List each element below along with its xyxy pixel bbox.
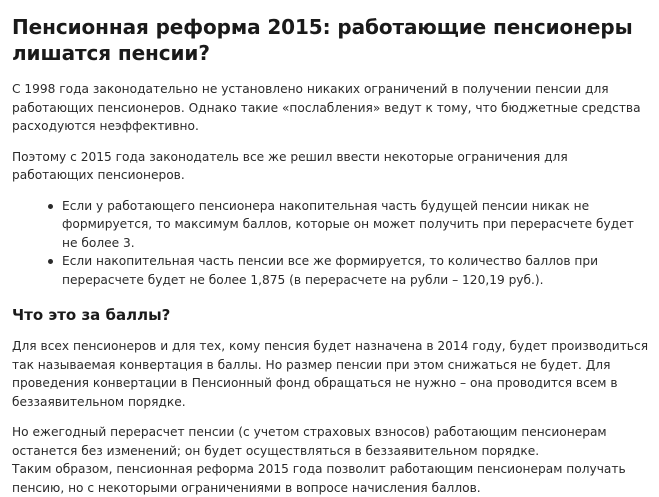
list-item-text: Если накопительная часть пенсии все же формируется, то количество баллов при перерасчете будет не более 1,875 (в перерасчете на рубли – 120,19 руб.). (62, 254, 599, 287)
list-item-text: Если у работающего пенсионера накопительная часть будущей пенсии никак не формируется, то максимум баллов, которые он может получить при перерасчете будет не более 3. (62, 198, 634, 250)
paragraph-recalculation-line-1: Но ежегодный перерасчет пенсии (с учетом страховых взносов) работающим пенсионерам останется без изменений; он будет осуществляться в беззаявительном порядке. (12, 425, 607, 458)
paragraph-recalculation (12, 423, 649, 497)
paragraph-conclusion: Таким образом, пенсионная реформа 2015 года позволит работающим пенсионерам получать пенсию, но с некоторыми ограничениями в вопросе начисления баллов. (12, 462, 626, 495)
section-heading: Что это за баллы? (12, 306, 171, 324)
bullet-list (12, 197, 649, 290)
bullet-dot-icon (48, 259, 53, 264)
bullet-dot-icon (48, 204, 53, 209)
paragraph-intro: С 1998 года законодательно не установлено никаких ограничений в получении пенсии для работающих пенсионеров. Однако такие «послабления» ведут к тому, что бюджетные средства расходуются неэффективно. (12, 82, 641, 133)
paragraph-conversion: Для всех пенсионеров и для тех, кому пенсия будет назначена в 2014 году, будет производиться так называемая конвертация в баллы. Но размер пенсии при этом снижаться не будет. Для проведения конвертации в Пенсионный фонд обращаться не нужно – она проводится всем в беззаявительном порядке. (12, 339, 649, 409)
list-item (48, 252, 649, 289)
paragraph-restrictions: Поэтому с 2015 года законодатель все же решил ввести некоторые ограничения для работающих пенсионеров. (12, 149, 568, 182)
article-title: Пенсионная реформа 2015: работающие пенсионеры лишатся пенсии? (12, 15, 633, 65)
list-item (48, 197, 649, 253)
